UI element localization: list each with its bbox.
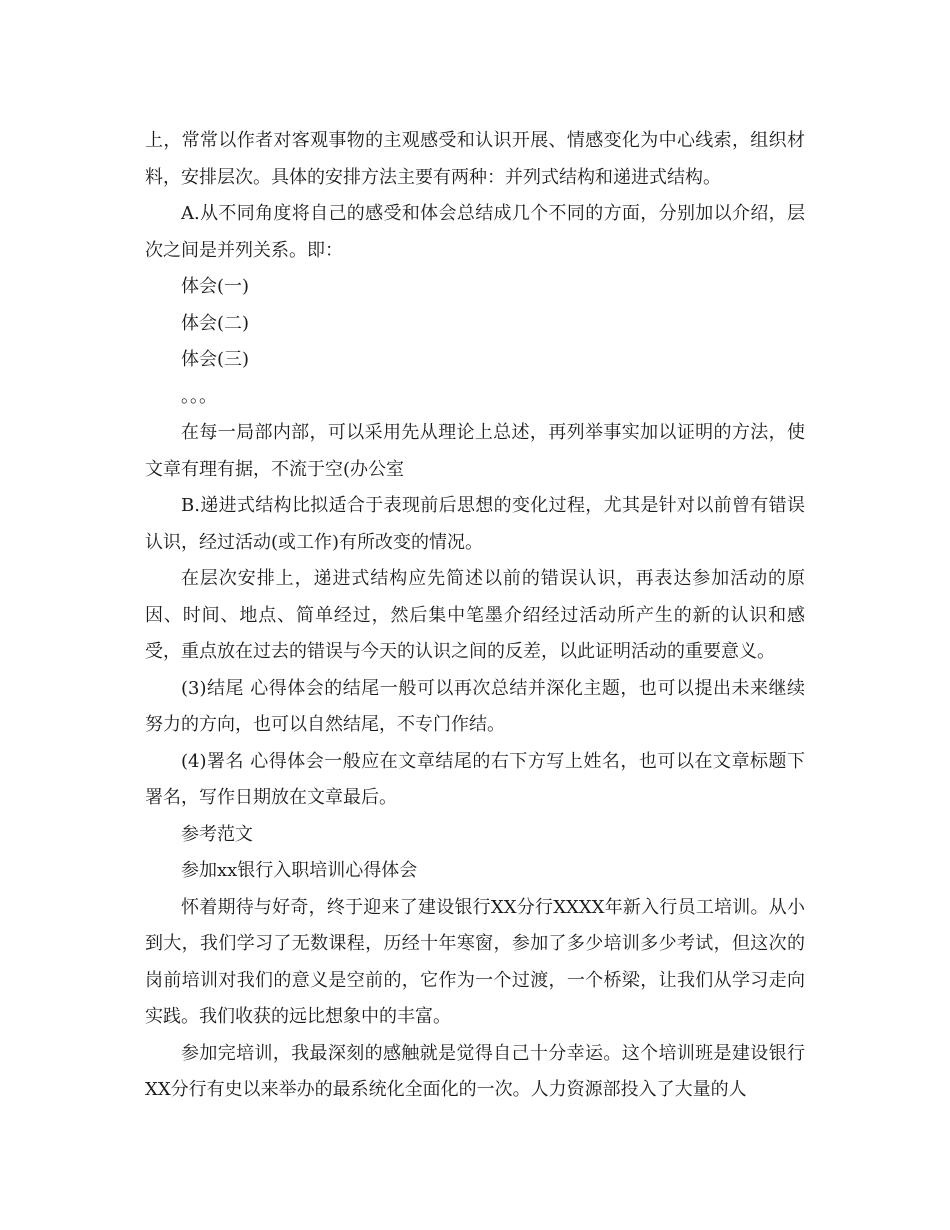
paragraph: A.从不同角度将自己的感受和体会总结成几个不同的方面，分别加以介绍，层次之间是并列关系。即： [145, 203, 805, 261]
paragraph: B.递进式结构比拟适合于表现前后思想的变化过程，尤其是针对以前曾有错误认识，经过活动(或工作)有所改变的情况。 [145, 495, 805, 553]
list-item: 体会(一) [181, 276, 250, 297]
paragraph: 怀着期待与好奇，终于迎来了建设银行XX分行XXXX年新入行员工培训。从小到大，我们学习了无数课程，历经十年寒窗，参加了多少培训多少考试，但这次的岗前培训对我们的意义是空前的，它作为一个过渡，一个桥梁，让我们从学习走向实践。我们收获的远比想象中的丰富。 [145, 896, 805, 1027]
list-item: 体会(三) [181, 349, 250, 370]
paragraph: (4)署名 心得体会一般应在文章结尾的右下方写上姓名，也可以在文章标题下署名，写作日期放在文章最后。 [145, 750, 805, 808]
section-heading: 参考范文 [181, 823, 253, 845]
paragraph: 参加完培训，我最深刻的感触就是觉得自己十分幸运。这个培训班是建设银行XX分行有史以来举办的最系统化全面化的一次。人力资源部投入了大量的人 [145, 1042, 805, 1100]
paragraph: 在每一局部内部，可以采用先从理论上总述，再列举事实加以证明的方法，使文章有理有据，不流于空(办公室 [145, 422, 805, 480]
article-title: 参加xx银行入职培训心得体会 [181, 860, 418, 881]
paragraph: 上，常常以作者对客观事物的主观感受和认识开展、情感变化为中心线索，组织材料，安排层次。具体的安排方法主要有两种：并列式结构和递进式结构。 [145, 130, 805, 188]
list-item: 体会(二) [181, 312, 250, 334]
document-body [145, 123, 805, 1109]
paragraph: (3)结尾 心得体会的结尾一般可以再次总结并深化主题，也可以提出未来继续努力的方向，也可以自然结尾，不专门作结。 [145, 677, 805, 735]
ellipsis-line: 。。。 [181, 385, 217, 407]
paragraph: 在层次安排上，递进式结构应先简述以前的错误认识，再表达参加活动的原因、时间、地点、简单经过，然后集中笔墨介绍经过活动所产生的新的认识和感受，重点放在过去的错误与今天的认识之间的反差，以此证明活动的重要意义。 [145, 568, 805, 662]
